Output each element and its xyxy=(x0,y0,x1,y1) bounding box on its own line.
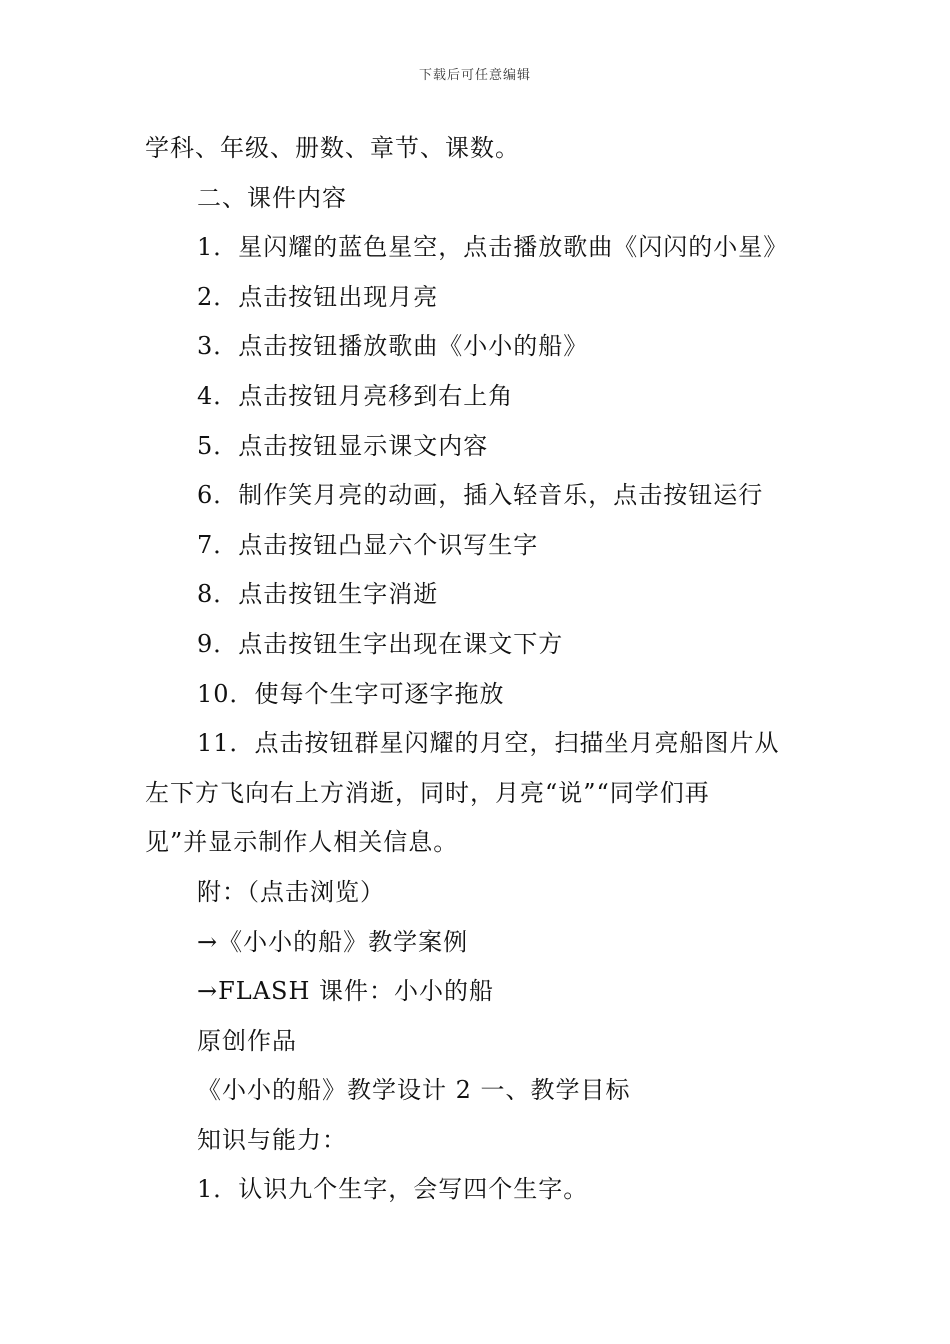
list-item-continuation: 左下方飞向右上方消逝，同时，月亮“说”“同学们再 xyxy=(145,778,710,807)
list-item: 8．点击按钮生字消逝 xyxy=(197,580,439,609)
subheading: 知识与能力： xyxy=(197,1125,347,1154)
list-item: 1．星闪耀的蓝色星空，点击播放歌曲《闪闪的小星》 xyxy=(197,233,789,262)
section-heading: 《小小的船》教学设计 2 一、教学目标 xyxy=(197,1076,631,1105)
list-item: 9．点击按钮生字出现在课文下方 xyxy=(197,629,564,658)
list-item: 2．点击按钮出现月亮 xyxy=(197,282,439,311)
appendix-label: 附：（点击浏览） xyxy=(197,877,385,906)
list-item-continuation: 见”并显示制作人相关信息。 xyxy=(145,828,459,857)
list-item: 6．制作笑月亮的动画，插入轻音乐，点击按钮运行 xyxy=(197,481,764,510)
list-item: 7．点击按钮凸显六个识写生字 xyxy=(197,530,539,559)
link-flash-courseware[interactable]: →FLASH 课件：小小的船 xyxy=(197,977,495,1006)
text-line: 学科、年级、册数、章节、课数。 xyxy=(145,134,520,162)
section-heading: 二、课件内容 xyxy=(197,183,347,212)
text-line: 原创作品 xyxy=(197,1026,297,1055)
list-item: 4．点击按钮月亮移到右上角 xyxy=(197,381,514,410)
link-teaching-case[interactable]: →《小小的船》教学案例 xyxy=(197,927,469,956)
list-item: 3．点击按钮播放歌曲《小小的船》 xyxy=(197,332,589,361)
document-body xyxy=(145,124,810,1215)
list-item: 11．点击按钮群星闪耀的月空，扫描坐月亮船图片从 xyxy=(197,729,780,758)
list-item: 5．点击按钮显示课文内容 xyxy=(197,431,489,460)
page-header-note: 下载后可任意编辑 xyxy=(418,68,531,83)
list-item: 1．认识九个生字，会写四个生字。 xyxy=(197,1175,589,1204)
list-item: 10．使每个生字可逐字拖放 xyxy=(197,679,505,708)
